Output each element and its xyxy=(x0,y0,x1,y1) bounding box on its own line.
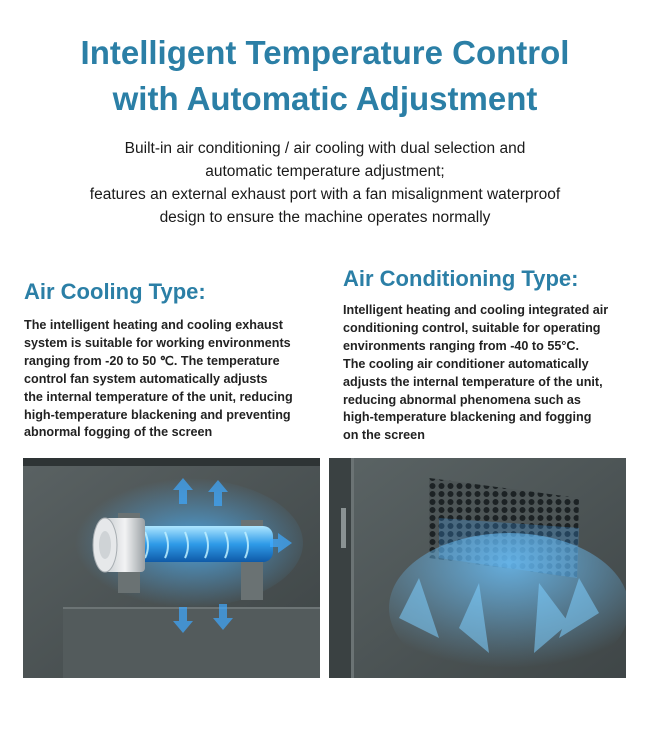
air-conditioning-line-3: environments ranging from -40 to 55°C. xyxy=(343,338,579,353)
intro-line-4: design to ensure the machine operates normally xyxy=(159,209,491,226)
air-cooling-line-1: The intelligent heating and cooling exhaust xyxy=(24,318,283,332)
air-cooling-line-3: ranging from -20 to 50 ℃. The temperature xyxy=(24,353,280,368)
page-title xyxy=(0,30,650,122)
air-cooling-photo xyxy=(23,458,320,678)
intro-line-2: automatic temperature adjustment; xyxy=(205,163,445,180)
air-conditioning-description xyxy=(343,302,608,445)
air-conditioner-vent-illustration xyxy=(329,458,626,678)
air-conditioning-photo xyxy=(329,458,626,678)
air-conditioning-line-4: The cooling air conditioner automatically xyxy=(343,356,589,371)
air-cooling-title: Air Cooling Type: xyxy=(24,279,206,304)
air-cooling-line-7: abnormal fogging of the screen xyxy=(24,425,213,440)
air-conditioning-line-5: adjusts the internal temperature of the unit, xyxy=(343,374,603,389)
air-conditioning-title: Air Conditioning Type: xyxy=(343,266,579,291)
exhaust-fan-illustration xyxy=(23,458,320,678)
air-conditioning-line-6: reducing abnormal phenomena such as xyxy=(343,392,581,407)
air-cooling-description xyxy=(24,317,293,442)
air-conditioning-line-8: on the screen xyxy=(343,428,425,443)
intro-line-1: Built-in air conditioning / air cooling with dual selection and xyxy=(124,140,526,157)
air-conditioning-line-2: conditioning control, suitable for operating xyxy=(343,320,601,335)
air-cooling-line-6: high-temperature blackening and preventing xyxy=(24,407,291,422)
intro-text xyxy=(0,137,650,229)
intro-line-3: features an external exhaust port with a fan misalignment waterproof xyxy=(89,186,561,203)
air-cooling-line-5: the internal temperature of the unit, reducing xyxy=(24,389,293,404)
page-title-line-2: with Automatic Adjustment xyxy=(112,80,538,117)
air-conditioning-line-1: Intelligent heating and cooling integrated air xyxy=(343,303,609,317)
air-cooling-line-4: control fan system automatically adjusts xyxy=(24,371,268,386)
page-title-line-1: Intelligent Temperature Control xyxy=(80,34,570,71)
air-cooling-line-2: system is suitable for working environments xyxy=(24,335,291,350)
air-conditioning-line-7: high-temperature blackening and fogging xyxy=(343,410,592,425)
